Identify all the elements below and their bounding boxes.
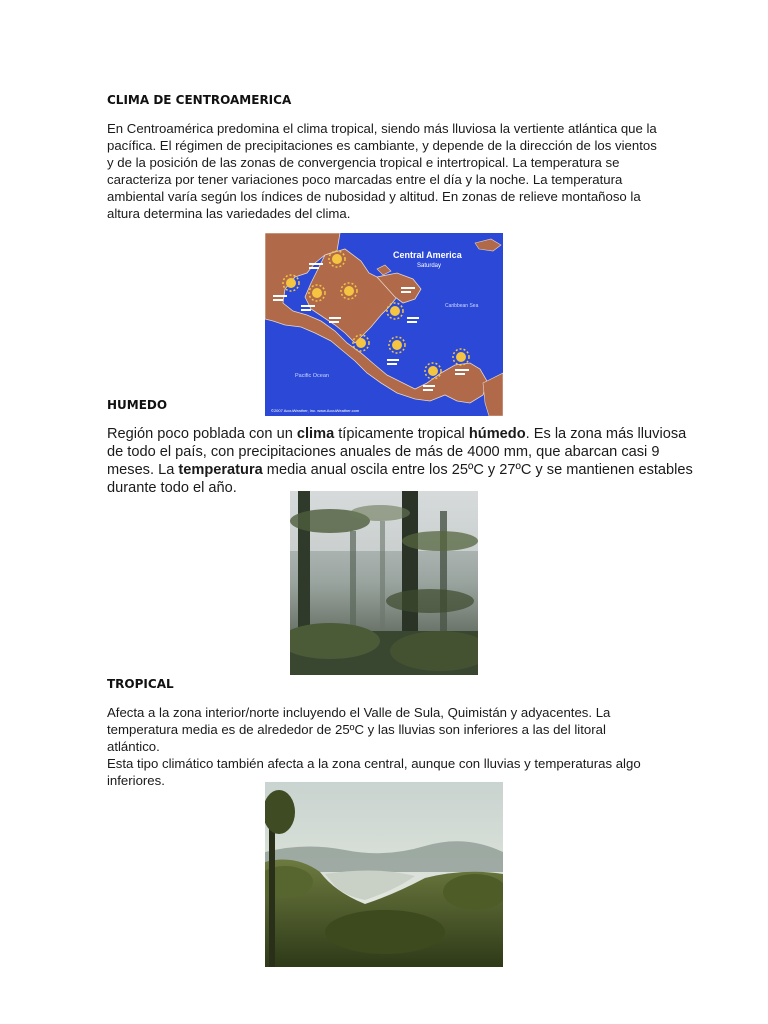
clima-line: pacífica. El régimen de precipitaciones es cambiante, y depende de la dirección de los vientos xyxy=(107,138,657,153)
heading-tropical: TROPICAL xyxy=(107,677,174,691)
clima-line: En Centroamérica predomina el clima tropical, siendo más lluviosa la vertiente atlántica que la xyxy=(107,121,657,136)
paragraph-clima xyxy=(107,120,667,222)
tropical-line: temperatura media es de alrededor de 25ºC y las lluvias son inferiores a las del litoral xyxy=(107,722,606,737)
humedo-line xyxy=(107,425,687,443)
central-america-weather-map xyxy=(265,233,503,416)
tropical-line: Esta tipo climático también afecta a la zona central, aunque con lluvias y temperaturas algo xyxy=(107,756,641,771)
heading-clima: CLIMA DE CENTROAMERICA xyxy=(107,93,292,107)
paragraph-humedo xyxy=(107,425,693,497)
clima-line: y de la posición de las zonas de convergencia tropical e intertropical. La temperatura se xyxy=(107,155,620,170)
clima-line: ambiental varía según los índices de nubosidad y altitud. En zonas de relieve montañoso la xyxy=(107,189,641,204)
map-subtitle: Saturday xyxy=(417,263,442,269)
tropical-landscape-photo xyxy=(265,782,503,967)
map-title: Central America xyxy=(393,250,462,260)
tropical-line: Afecta a la zona interior/norte incluyendo el Valle de Sula, Quimistán y adyacentes. La xyxy=(107,705,611,720)
pacific-label: Pacific Ocean xyxy=(295,373,329,379)
text-run: Región poco poblada con un xyxy=(107,426,297,442)
text-run: típicamente tropical xyxy=(334,426,469,442)
heading-humedo: HUMEDO xyxy=(107,398,168,412)
humedo-line xyxy=(107,461,693,479)
map-footer: ©2007 AccuWeather, Inc. www.AccuWeather.com xyxy=(271,408,360,413)
tropical-line: atlántico. xyxy=(107,739,160,754)
humedo-line: durante todo el año. xyxy=(107,480,237,496)
paragraph-tropical xyxy=(107,704,667,789)
humid-forest-photo xyxy=(290,491,478,675)
clima-line: altura determina las variedades del clima. xyxy=(107,206,351,221)
bold-text: clima xyxy=(296,426,335,442)
bold-text: húmedo xyxy=(468,426,526,442)
text-run: media anual oscila entre los 25ºC y 27ºC y se mantienen estables xyxy=(262,462,693,478)
bold-text: temperatura xyxy=(178,462,263,478)
text-run: meses. La xyxy=(107,462,179,478)
humedo-line: de todo el país, con precipitaciones anuales de más de 4000 mm, que abarcan casi 9 xyxy=(107,444,660,460)
tropical-line: inferiores. xyxy=(107,773,165,788)
text-run: . Es la zona más lluviosa xyxy=(525,426,687,442)
clima-line: caracteriza por tener variaciones poco marcadas entre el día y la noche. La temperatura xyxy=(107,172,623,187)
caribbean-label: Caribbean Sea xyxy=(445,303,479,309)
